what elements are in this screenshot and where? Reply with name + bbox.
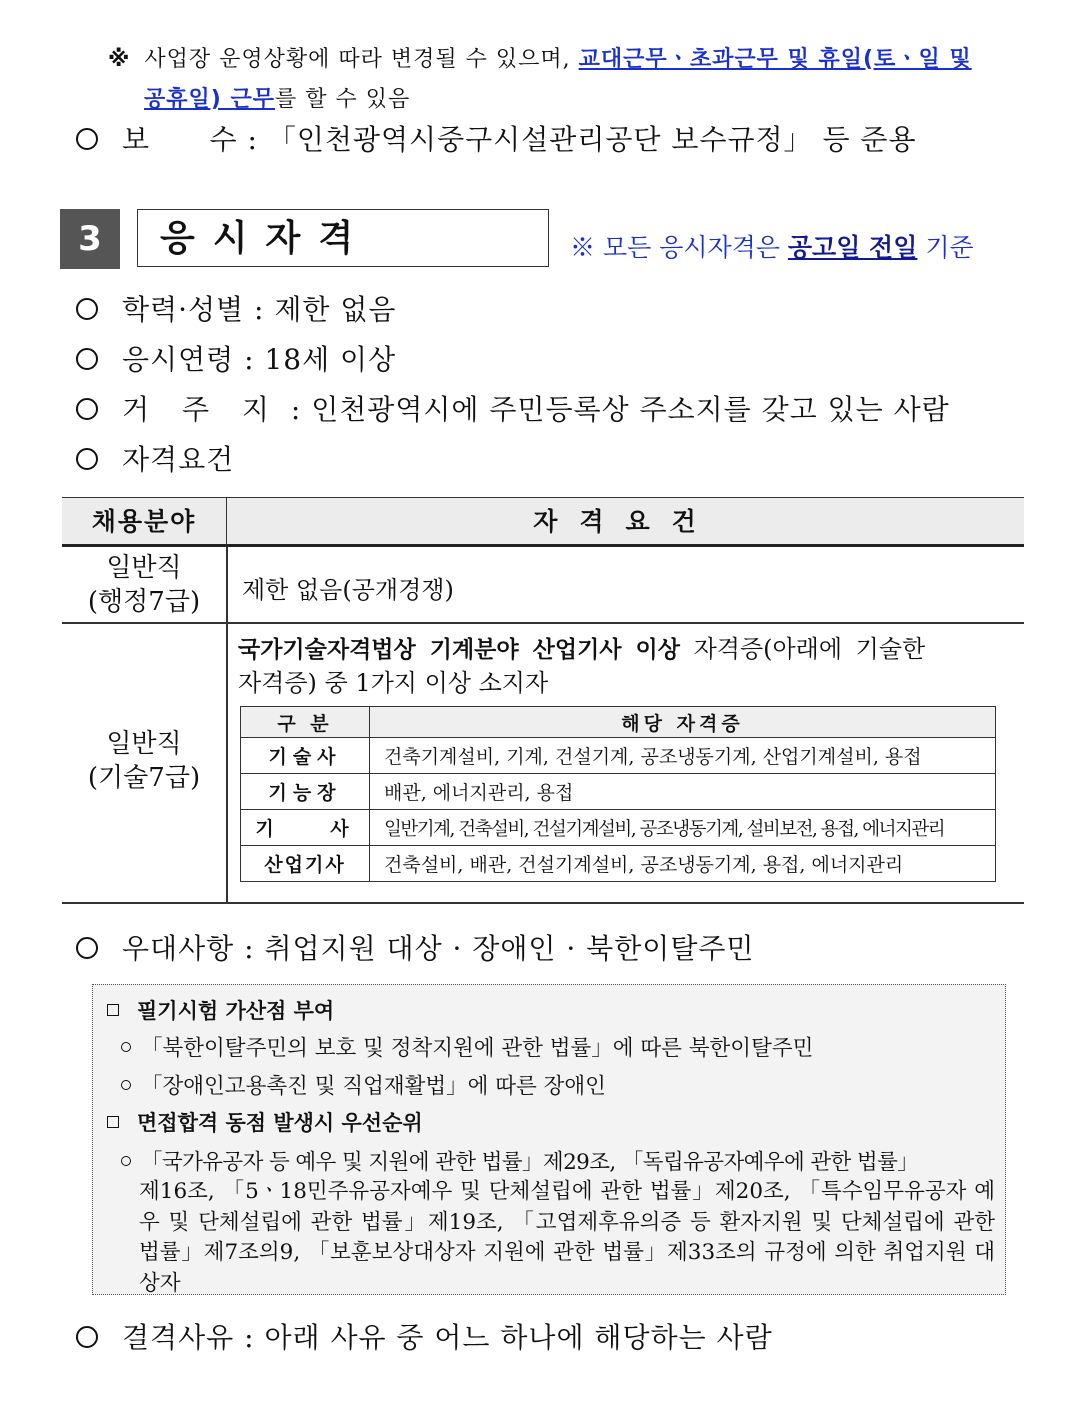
table-row: [241, 738, 996, 774]
row1-category-line1: 일반직: [106, 553, 182, 583]
box-heading-interview: [107, 1107, 423, 1137]
list-item-text: 「장애인고용촉진 및 직업재활법」에 따른 장애인: [141, 1074, 606, 1099]
row1-category: [62, 551, 226, 619]
box-heading-text: 면접합격 동점 발생시 우선순위: [137, 1111, 423, 1135]
requirement-label: 학력·성별: [122, 293, 245, 326]
preference-detail-box: [92, 984, 1006, 1295]
certificate-header-kind: 구 분: [241, 707, 370, 738]
row1-value: 제한 없음(공개경쟁): [242, 576, 454, 604]
row2-description-rest: 자격증(아래에 기술한: [679, 635, 926, 663]
certificate-header-row: [241, 707, 996, 738]
small-circle-icon: [121, 1042, 131, 1052]
box-heading-text: 필기시험 가산점 부여: [137, 999, 335, 1023]
list-item: [121, 1031, 813, 1062]
certificate-list: 일반기계, 건축설비, 건설기계설비, 공조냉동기계, 설비보전, 용접, 에너지관리: [370, 810, 996, 846]
requirement-value: : 인천광역시에 주민등록상 주소지를 갖고 있는 사람: [290, 393, 950, 426]
certificate-list: 배관, 에너지관리, 용접: [370, 774, 996, 810]
section-note: [570, 228, 974, 264]
preference-label: 우대사항: [122, 932, 235, 965]
section-note-bold: 공고일 전일: [787, 233, 918, 262]
section-note-prefix: ※ 모든 응시자격은: [570, 233, 788, 262]
note-text-end: 를 할 수 있음: [274, 87, 411, 112]
column-divider: [226, 547, 228, 903]
disqualification-line: [76, 1316, 773, 1356]
requirement-label: 응시연령: [122, 343, 235, 376]
row2-description: [238, 633, 1014, 700]
row1-category-line2: (행정7급): [87, 587, 201, 617]
table-row: [241, 846, 996, 882]
requirement-education: [76, 288, 396, 328]
certificate-list: 건축기계설비, 기계, 건설기계, 공조냉동기계, 산업기계설비, 용접: [370, 738, 996, 774]
reference-mark: ※: [108, 47, 131, 72]
certificate-table: [240, 706, 996, 882]
header-field: 채용분야: [62, 498, 227, 545]
row-divider: [62, 622, 1024, 624]
square-bullet-icon: [107, 1116, 119, 1128]
certificate-list: 건축설비, 배관, 건설기계설비, 공조냉동기계, 용접, 에너지관리: [370, 846, 996, 882]
circle-bullet-icon: [76, 398, 98, 420]
row2-description-line2: 자격증) 중 1가지 이상 소지자: [238, 669, 549, 697]
certificate-kind: 기술사: [241, 738, 370, 774]
preference-line: [76, 927, 754, 967]
note-highlight-2: 공휴일) 근무: [144, 87, 275, 112]
priority-paragraph: 제16조, 「5ㆍ18민주유공자예우 및 단체설립에 관한 법률」제20조, 「특수임무유공자 예우 및 단체설립에 관한 법률」제19조, 「고엽제후유의증 등 환자지원 및 단체설립에 관한 법률」제7조의9, 「보훈보상대상자 지원에 관한 법률」제33조의 규정에 의한 취업지원 대상자: [139, 1179, 995, 1296]
disqualification-value: : 아래 사유 중 어느 하나에 해당하는 사람: [244, 1321, 773, 1354]
row2-category-line2: (기술7급): [87, 763, 201, 793]
circle-bullet-icon: [76, 1326, 98, 1348]
table-bottom-border: [62, 902, 1024, 904]
salary-value: : 「인천광역시중구시설관리공단 보수규정」 등 준용: [247, 123, 917, 156]
notice-note: [108, 40, 1028, 120]
disqualification-label: 결격사유: [122, 1321, 235, 1354]
requirement-qualification: [76, 438, 234, 478]
circle-bullet-icon: [76, 448, 98, 470]
box-heading-written: [107, 995, 334, 1025]
list-item: [121, 1069, 606, 1100]
requirement-label: 자격요건: [122, 443, 235, 476]
certificate-header-list: 해당 자격증: [370, 707, 996, 738]
note-text: 사업장 운영상황에 따라 변경될 수 있으며,: [144, 47, 579, 72]
certificate-kind: 산업기사: [241, 846, 370, 882]
section-title: 응시자격: [137, 209, 549, 267]
list-item: [121, 1145, 918, 1176]
circle-bullet-icon: [76, 128, 98, 150]
qualification-table: [62, 497, 1024, 907]
row2-description-bold: 국가기술자격법상 기계분야 산업기사 이상: [238, 637, 680, 663]
note-highlight-1: 교대근무ㆍ초과근무 및 휴일(토ㆍ일 및: [578, 47, 972, 72]
list-item-text: 「북한이탈주민의 보호 및 정착지원에 관한 법률」에 따른 북한이탈주민: [141, 1036, 814, 1061]
row2-category-line1: 일반직: [106, 729, 182, 759]
certificate-kind: 기 사: [241, 810, 370, 846]
section-note-suffix: 기준: [917, 233, 974, 262]
header-requirements: 자격요건: [533, 507, 718, 536]
requirement-residence: [76, 388, 950, 428]
table-row: [241, 810, 996, 846]
requirement-label: 거 주 지: [122, 393, 281, 426]
preference-value: : 취업지원 대상 · 장애인 · 북한이탈주민: [244, 932, 755, 965]
section-number: 3: [60, 209, 120, 269]
small-circle-icon: [121, 1156, 131, 1166]
circle-bullet-icon: [76, 937, 98, 959]
list-item-text: 「국가유공자 등 예우 및 지원에 관한 법률」제29조, 「독립유공자예우에 관한 법률」: [141, 1150, 919, 1175]
table-row: [241, 774, 996, 810]
certificate-kind: 기능장: [241, 774, 370, 810]
small-circle-icon: [121, 1080, 131, 1090]
table-header: [62, 497, 1024, 547]
circle-bullet-icon: [76, 298, 98, 320]
circle-bullet-icon: [76, 348, 98, 370]
requirement-age: [76, 338, 396, 378]
salary-label: 보 수: [122, 123, 238, 156]
requirement-value: : 제한 없음: [254, 293, 397, 326]
row2-category: [62, 727, 226, 795]
salary-line: [76, 118, 917, 158]
requirement-value: : 18세 이상: [244, 343, 397, 376]
square-bullet-icon: [107, 1004, 119, 1016]
